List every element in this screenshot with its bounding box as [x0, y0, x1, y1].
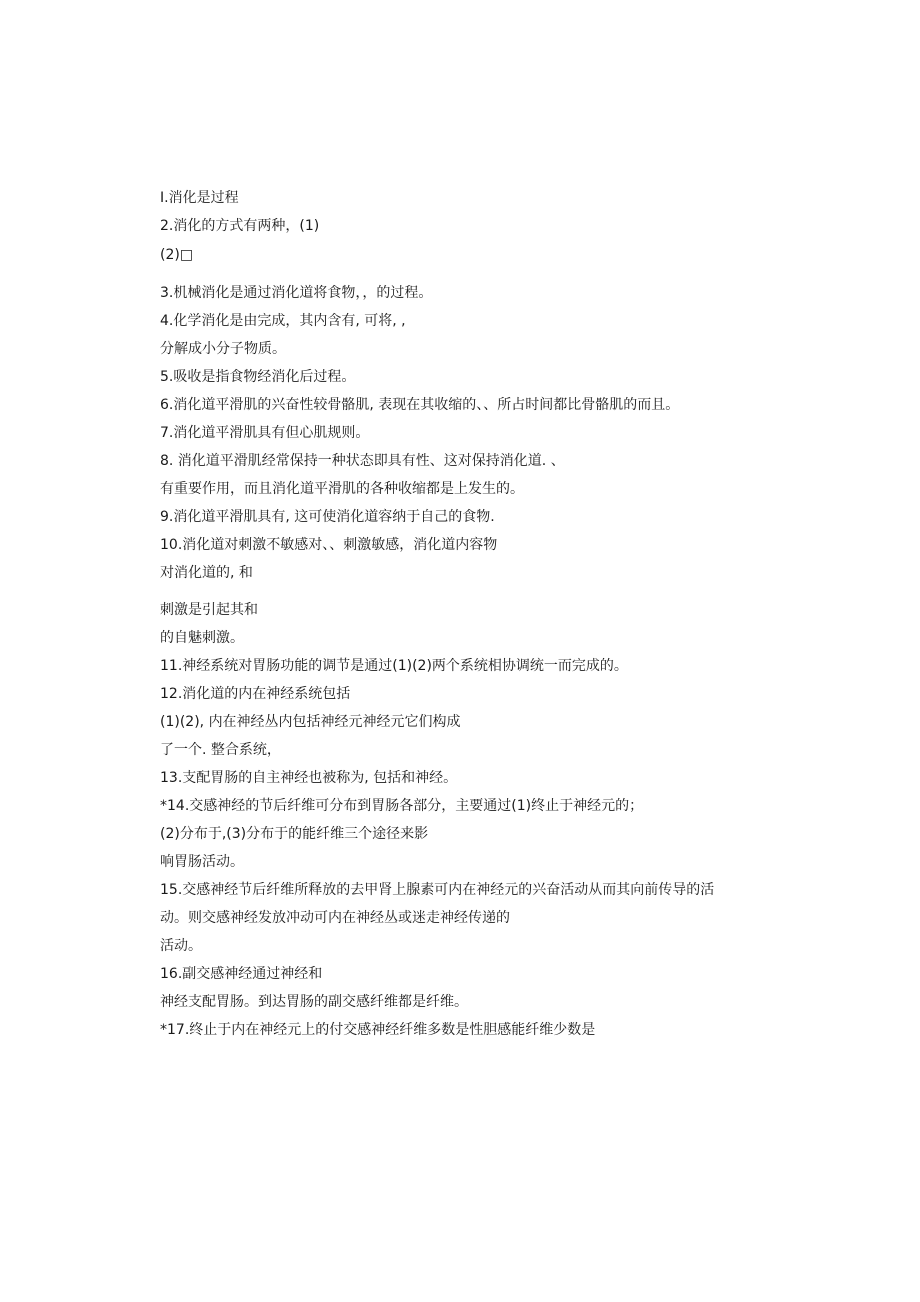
text-line: 神经支配胃肠。到达胃肠的副交感纤维都是纤维。: [160, 994, 468, 1010]
text-line: 3.机械消化是通过消化道将食物，，的过程。: [160, 285, 433, 301]
text-line: (1)(2), 内在神经丛内包括神经元神经元它们构成: [160, 714, 461, 730]
text-line: 6.消化道平滑肌的兴奋性较骨骼肌, 表现在其收缩的、、所占时间都比骨骼肌的而且。: [160, 397, 680, 413]
text-line: 15.交感神经节后纤维所释放的去甲肾上腺素可内在神经元的兴奋活动从而其向前传导的活: [160, 882, 715, 898]
text-line: 有重要作用，而且消化道平滑肌的各种收缩都是上发生的。: [160, 481, 524, 497]
text-line: I.消化是过程: [160, 190, 239, 206]
text-line: 活动。: [160, 938, 202, 954]
text-line: *14.交感神经的节后纤维可分布到胃肠各部分，主要通过(1)终止于神经元的；: [160, 798, 644, 814]
text-line: 13.支配胃肠的自主神经也被称为, 包括和神经。: [160, 770, 458, 786]
text-line: 7.消化道平滑肌具有但心肌规则。: [160, 425, 370, 441]
text-line: 动。则交感神经发放冲动可内在神经丛或迷走神经传递的: [160, 910, 510, 926]
text-line: 对消化道的, 和: [160, 565, 253, 581]
text-line: (2)□: [160, 247, 194, 263]
text-line: 2.消化的方式有两种，(1): [160, 218, 320, 234]
text-line: 16.副交感神经通过神经和: [160, 966, 323, 982]
text-line: 11.神经系统对胃肠功能的调节是通过(1)(2)两个系统相协调统一而完成的。: [160, 658, 628, 674]
text-line: 分解成小分子物质。: [160, 341, 286, 357]
text-line: 的自魅刺激。: [160, 630, 244, 646]
text-line: 9.消化道平滑肌具有, 这可使消化道容纳于自己的食物.: [160, 509, 495, 525]
text-line: 12.消化道的内在神经系统包括: [160, 686, 351, 702]
text-line: 响胃肠活动。: [160, 854, 244, 870]
text-line: 4.化学消化是由完成，其内含有, 可将, ,: [160, 313, 406, 329]
text-line: 5.吸收是指食物经消化后过程。: [160, 369, 356, 385]
text-line: 10.消化道对刺激不敏感对、、刺激敏感，消化道内容物: [160, 537, 498, 553]
text-line: (2)分布于,(3)分布于的能纤维三个途径来影: [160, 826, 429, 842]
text-line: 刺激是引起其和: [160, 602, 258, 618]
text-line: 8. 消化道平滑肌经常保持一种状态即具有性、这对保持消化道. 、: [160, 453, 565, 469]
text-line: *17.终止于内在神经元上的付交感神经纤维多数是性胆感能纤维少数是: [160, 1022, 596, 1038]
text-line: 了一个. 整合系统，: [160, 742, 281, 758]
